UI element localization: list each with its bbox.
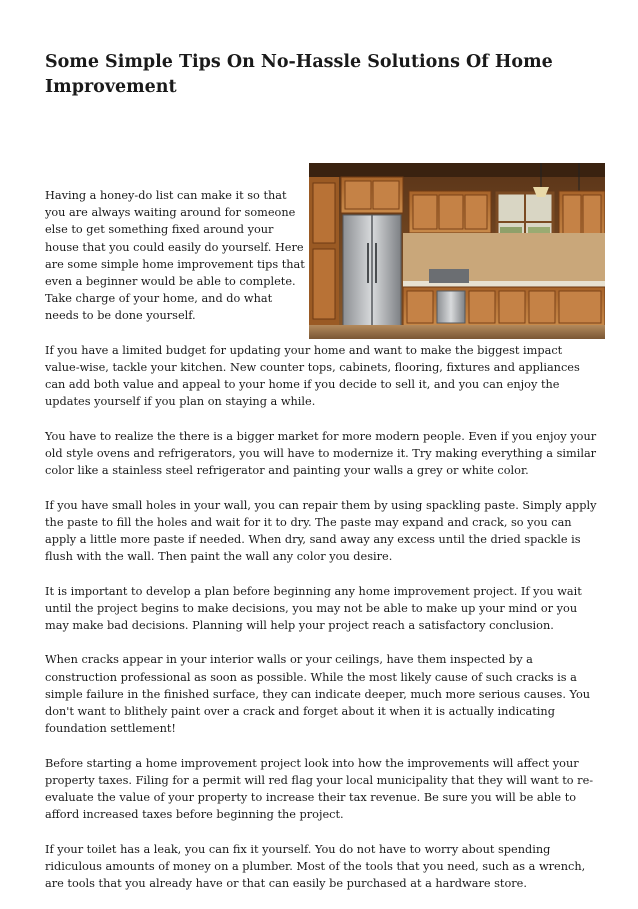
paragraph: If your toilet has a leak, you can fix it yourself. You do not have to worry about spending ridiculous amounts of money on a plumber. Most of the tools that you need, such as a wrench, are tools that you already have or that can easily be purchased at a hardware store. (45, 842, 586, 891)
paragraph: Before starting a home improvement project look into how the improvements will affect your property taxes. Filing for a permit will red flag your local municipality that they will want to re-evaluate the value of your property to increase their tax revenue. Be sure you will be able to afford increased taxes before beginning the project. (45, 756, 594, 822)
paragraph: If you have small holes in your wall, you can repair them by using spackling paste. Simply apply the paste to fill the holes and wait for it to dry. The paste may expand and crack, so you can apply a little more paste if needed. When dry, sand away any excess until the dried spackle is flush with the wall. Then paint the wall any color you desire. (45, 498, 597, 564)
paragraph: It is important to develop a plan before beginning any home improvement project. If you wait until the project begins to make decisions, you may not be able to make up your mind or you may make bad decisions. Planning will help your project reach a satisfactory conclusion. (45, 584, 582, 633)
paragraph: When cracks appear in your interior walls or your ceilings, have them inspected by a construction professional as soon as possible. While the most likely cause of such cracks is a simple failure in the finished surface, they can indicate deeper, much more serious causes. You don't want to blithely paint over a crack and forget about it when it is actually indicating foundation settlement! (45, 653, 591, 736)
page-title: Some Simple Tips On No-Hassle Solutions Of Home Improvement (45, 52, 553, 97)
paragraph: You have to realize the there is a bigger market for more modern people. Even if you enjoy your old style ovens and refrigerators, you will have to modernize it. Try making everything a similar color like a stainless steel refrigerator and painting your walls a grey or white color. (45, 429, 597, 478)
paragraph: Having a honey-do list can make it so that you are always waiting around for someone else to get something fixed around your house that you could easily do yourself. Here are some simple home improvement tips that even a beginner would be able to complete. Take charge of your home, and do what needs to be done yourself. (45, 189, 305, 323)
article-body (45, 187, 597, 909)
kitchen-photo-icon (309, 163, 605, 339)
paragraph: If you have a limited budget for updating your home and want to make the biggest impact value-wise, tackle your kitchen. New counter tops, cabinets, flooring, fixtures and appliances can add both value and appeal to your home if you decide to sell it, and you can enjoy the updates yourself if you plan on staying a while. (45, 343, 580, 409)
